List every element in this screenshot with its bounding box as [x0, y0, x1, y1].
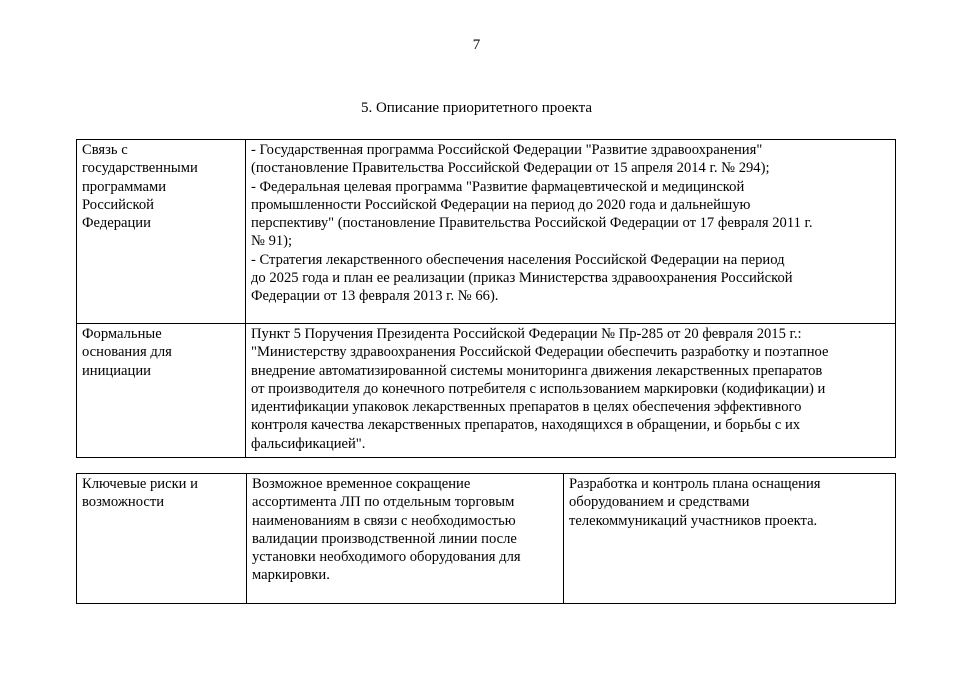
opportunity-line: телекоммуникаций участников проекта.	[569, 512, 818, 529]
risk-line: валидации производственной линии после	[252, 530, 517, 547]
content-line: от производителя до конечного потребителя с использованием маркировки (кодификации) и	[251, 380, 826, 397]
content-line: промышленности Российской Федерации на период до 2020 года и дальнейшую	[251, 196, 751, 213]
label-cell-key-risks	[77, 474, 247, 604]
label-line: инициации	[82, 362, 151, 379]
label-line: государственными	[82, 160, 198, 177]
content-line: до 2025 года и план ее реализации (приказ Министерства здравоохранения Российской	[251, 270, 793, 287]
content-line: № 91);	[251, 233, 293, 250]
opportunity-line: Разработка и контроль плана оснащения	[569, 476, 821, 492]
content-line: - Стратегия лекарственного обеспечения населения Российской Федерации на период	[251, 251, 785, 268]
label-line: программами	[82, 178, 167, 195]
label-cell-state-programs	[77, 140, 246, 324]
table-row-key-risks	[77, 474, 896, 604]
opportunity-cell	[564, 474, 896, 604]
label-line: возможности	[82, 494, 165, 511]
content-line: "Министерству здравоохранения Российской Федерации обеспечить разработку и поэтапное	[251, 344, 829, 361]
risk-line: Возможное временное сокращение	[252, 476, 471, 492]
content-line: (постановление Правительства Российской Федерации от 15 апреля 2014 г. № 294);	[251, 160, 770, 177]
label-line: Российской	[82, 196, 154, 213]
risk-line: ассортимента ЛП по отдельным торговым	[252, 494, 515, 511]
page-number: 7	[472, 37, 481, 53]
content-line: внедрение автоматизированной системы мониторинга движения лекарственных препаратов	[251, 362, 823, 379]
opportunity-line: оборудованием и средствами	[569, 494, 750, 511]
label-line: Связь с	[82, 142, 128, 158]
label-line: основания для	[82, 344, 172, 361]
label-line: Ключевые риски и	[82, 476, 198, 492]
content-cell-formal-grounds	[246, 324, 896, 458]
label-line: Федерации	[82, 215, 151, 232]
risk-line: наименованиям в связи с необходимостью	[252, 512, 516, 529]
content-line: - Федеральная целевая программа "Развитие фармацевтической и медицинской	[251, 178, 745, 195]
content-line: - Государственная программа Российской Федерации "Развитие здравоохранения"	[251, 142, 763, 158]
content-cell-state-programs	[246, 140, 896, 324]
content-line: перспективу" (постановление Правительства Российской Федерации от 17 февраля 2011 г.	[251, 215, 813, 232]
risk-line: установки необходимого оборудования для	[252, 549, 521, 566]
section-title: 5. Описание приоритетного проекта	[360, 100, 593, 116]
content-line: Федерации от 13 февраля 2013 г. № 66).	[251, 288, 499, 305]
risk-line: маркировки.	[252, 567, 330, 584]
content-line: контроля качества лекарственных препаратов, находящихся в обращении, и борьбы с их	[251, 417, 801, 434]
content-line: Пункт 5 Поручения Президента Российской Федерации № Пр-285 от 20 февраля 2015 г.:	[251, 326, 802, 342]
table-row-state-programs	[77, 140, 896, 324]
content-line: идентификации упаковок лекарственных препаратов в целях обеспечения эффективного	[251, 399, 802, 416]
risks-table	[76, 473, 896, 604]
label-cell-formal-grounds	[77, 324, 246, 458]
table-row-formal-grounds	[77, 324, 896, 458]
content-line: фальсификацией".	[251, 435, 366, 452]
label-line: Формальные	[82, 326, 162, 342]
project-links-table	[76, 139, 896, 458]
risk-cell	[247, 474, 564, 604]
